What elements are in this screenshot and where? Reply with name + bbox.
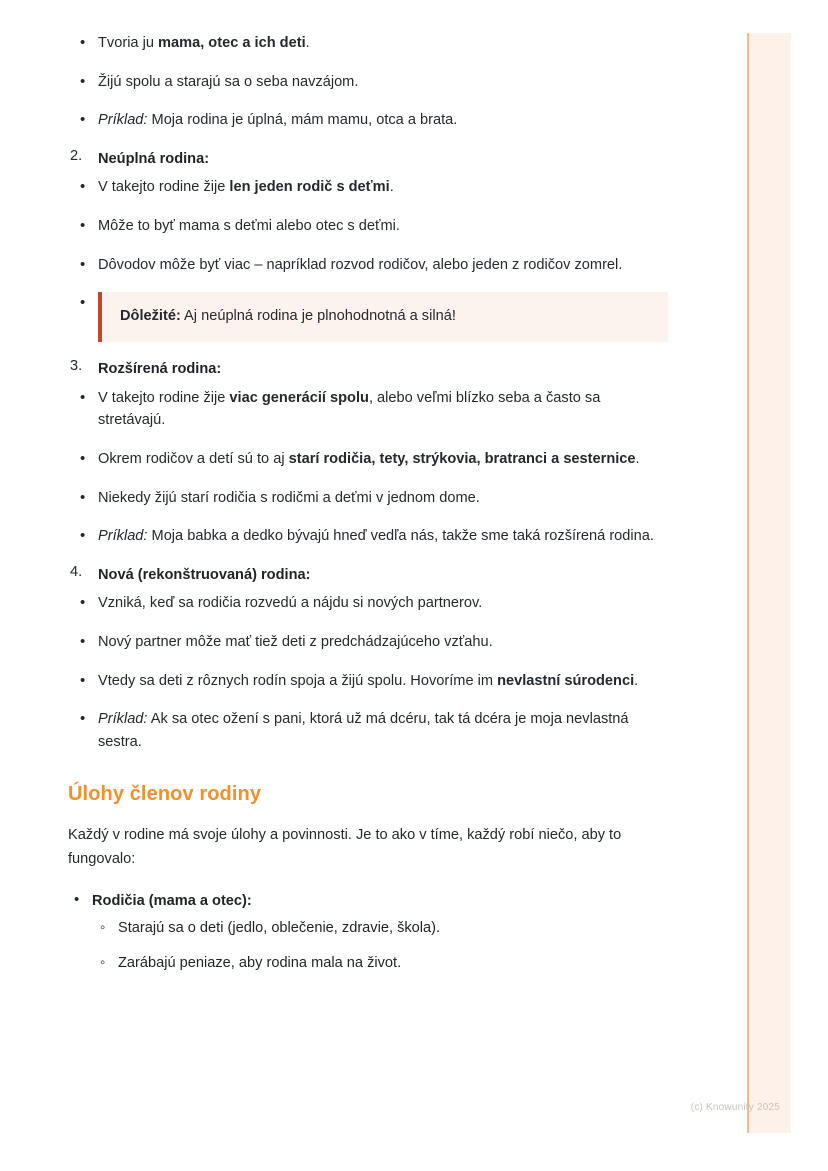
bullet-text-2-2: Dôvodov môže byť viac – napríklad rozvod rodičov, alebo jeden z rodičov zomrel. bbox=[98, 256, 623, 273]
list-item bbox=[68, 564, 668, 587]
role-title: Rodičia (mama a otec): bbox=[92, 892, 252, 909]
footer-copyright: (c) Knowunity 2025 bbox=[690, 1102, 780, 1113]
list-item bbox=[68, 670, 668, 693]
list-item bbox=[68, 254, 668, 277]
list-item bbox=[68, 109, 668, 132]
sub-bullet-list-4 bbox=[68, 592, 668, 753]
section-paragraph: Každý v rodine má svoje úlohy a povinnosti. Je to ako v tíme, každý robí niečo, aby to fungovalo: bbox=[68, 827, 622, 868]
roles-list bbox=[68, 892, 668, 975]
list-item bbox=[68, 148, 668, 171]
list-item bbox=[68, 215, 668, 238]
item-number: 3. bbox=[70, 358, 83, 375]
important-callout bbox=[98, 292, 668, 342]
list-item bbox=[68, 387, 668, 432]
list-item bbox=[68, 487, 668, 510]
list-item bbox=[68, 631, 668, 654]
sub-bullet-list-2 bbox=[68, 176, 668, 342]
bullet-text-3-1: Okrem rodičov a detí sú to aj starí rodičia, tety, strýkovia, bratranci a sesternice. bbox=[98, 450, 640, 467]
list-item bbox=[68, 32, 668, 55]
list-item bbox=[68, 292, 668, 342]
list-item bbox=[68, 71, 668, 94]
bullet-text-4-3: Príklad: Ak sa otec ožení s pani, ktorá už má dcéru, tak tá dcéra je moja nevlastná sestra. bbox=[98, 711, 629, 750]
bullet-text-intro-0: Tvoria ju mama, otec a ich deti. bbox=[98, 35, 310, 51]
list-item bbox=[68, 592, 668, 615]
family-types-list bbox=[68, 148, 668, 754]
bullet-text-4-0: Vzniká, keď sa rodičia rozvedú a nájdu si nových partnerov. bbox=[98, 595, 483, 612]
page-side-stripe bbox=[747, 33, 791, 1133]
item-number: 4. bbox=[70, 563, 83, 580]
document-content bbox=[68, 32, 668, 988]
list-item bbox=[68, 448, 668, 471]
sub-bullet-list-3 bbox=[68, 387, 668, 548]
item-title: Rozšírená rodina: bbox=[98, 361, 222, 378]
item-title: Nová (rekonštruovaná) rodina: bbox=[98, 566, 311, 583]
item-number: 2. bbox=[70, 147, 83, 164]
bullet-text-4-1: Nový partner môže mať tiež deti z predchádzajúceho vzťahu. bbox=[98, 634, 493, 651]
list-item: ◦ Zarábajú peniaze, aby rodina mala na život. bbox=[92, 953, 668, 975]
callout-label: Dôležité: bbox=[120, 308, 181, 325]
list-item bbox=[68, 176, 668, 199]
bullet-text-3-3: Príklad: Moja babka a dedko bývajú hneď vedľa nás, takže sme taká rozšírená rodina. bbox=[98, 528, 654, 545]
page-title: Úlohy členov rodiny bbox=[68, 783, 262, 806]
list-item bbox=[68, 525, 668, 548]
list-item: ◦ Starajú sa o deti (jedlo, oblečenie, zdravie, škola). bbox=[92, 918, 668, 940]
intro-bullet-list bbox=[68, 32, 668, 132]
bullet-text-3-0: V takejto rodine žije viac generácií spolu, alebo veľmi blízko seba a často sa stretávajú. bbox=[98, 389, 601, 429]
bullet-text-4-2: Vtedy sa deti z rôznych rodín spoja a žijú spolu. Hovoríme im nevlastní súrodenci. bbox=[98, 672, 639, 689]
list-item bbox=[68, 708, 668, 753]
bullet-text-3-2: Niekedy žijú starí rodičia s rodičmi a deťmi v jednom dome. bbox=[98, 489, 480, 506]
bullet-text-2-1: Môže to byť mama s deťmi alebo otec s deťmi. bbox=[98, 218, 400, 235]
bullet-text-intro-1: Žijú spolu a starajú sa o seba navzájom. bbox=[98, 73, 359, 90]
bullet-text-2-0: V takejto rodine žije len jeden rodič s deťmi. bbox=[98, 179, 394, 196]
role-duties-list bbox=[92, 918, 668, 975]
item-title: Neúplná rodina: bbox=[98, 150, 210, 167]
list-item bbox=[68, 358, 668, 381]
list-item bbox=[68, 892, 668, 975]
callout-text: Aj neúplná rodina je plnohodnotná a silná! bbox=[180, 308, 456, 325]
bullet-text-intro-2: Príklad: Moja rodina je úplná, mám mamu, otca a brata. bbox=[98, 112, 458, 129]
